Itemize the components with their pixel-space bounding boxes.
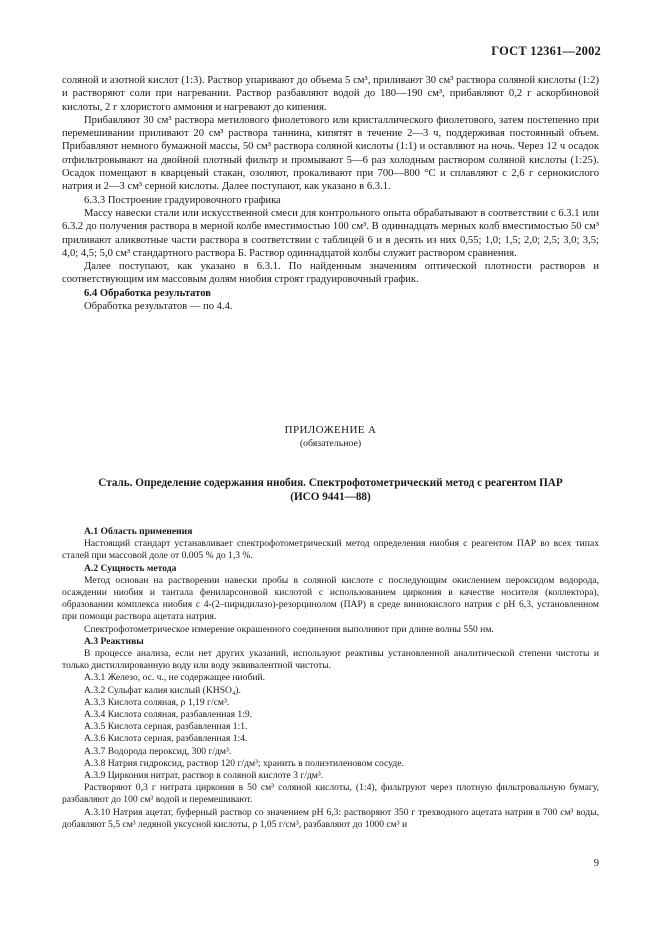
heading-a1: А.1 Область применения: [84, 526, 193, 537]
standard-code-header: ГОСТ 12361—2002: [491, 44, 601, 58]
paragraph: Обработка результатов — по 4.4.: [84, 301, 233, 313]
list-item: А.3.5 Кислота серная, разбавленная 1:1.: [84, 721, 248, 733]
paragraph: В процессе анализа, если нет других указаний, используют реактивы установленной аналитической степени чистоты и только дистиллированную воду или воду эквивалентной чистоты.: [62, 648, 599, 672]
paragraph: А.3.10 Натрия ацетат, буферный раствор со значением рН 6,3: растворяют 350 г трехводного ацетата натрия в 700 см³ воды, добавляют 5,5 см³ ледяной уксусной кислоты, ρ 1,05 г/см³, разбавляют до 1000 см³ и: [62, 806, 599, 830]
appendix-header: [62, 423, 599, 450]
appendix-main-title-line: Сталь. Определение содержания ниобия. Спектрофотометрический метод с реагентом ПАР: [98, 477, 563, 489]
appendix-body: [62, 526, 599, 831]
paragraph: Растворяют 0,3 г нитрата циркония в 50 см³ соляной кислоты, (1:4), фильтруют через плотную фильтровальную бумагу, разбавляют до 100 см³ водой и перемешивают.: [62, 782, 599, 806]
paragraph: Прибавляют 30 см³ раствора метилового фиолетового или кристаллического фиолетового, затем постепенно при перемешивании приливают 20 см³ раствора таннина, кипятят в течение 2—3 ч, поддерживая постоянный объем. Прибавляют немного бумажной массы, 50 см³ раствора соляной кислоты (1:1) и оставляют на ночь. Через 12 ч осадок отфильтровывают на двойной плотный фильтр и промывают 5—6 раз холодным раствором соляной кислоты (1:25). Осадок помещают в кварцевый стакан, озоляют, прокаливают при 700—800 °С и сплавляют с 2,6 г сернокислого натрия и 2—3 см³ серной кислоты. Далее поступают, как указано в 6.3.1.: [62, 114, 599, 193]
list-item: А.3.9 Циркония нитрат, раствор в соляной кислоте 3 г/дм³.: [84, 770, 324, 782]
list-item: А.3.7 Водорода пероксид, 300 г/дм³.: [84, 745, 232, 757]
list-item: А.3.8 Натрия гидроксид, раствор 120 г/дм³; хранить в полиэтиленовом сосуде.: [84, 757, 404, 769]
paragraph: Спектрофотометрическое измерение окрашенного соединения выполняют при длине волны 550 нм.: [84, 623, 494, 635]
appendix-title: ПРИЛОЖЕНИЕ А: [284, 424, 377, 436]
paragraph: соляной и азотной кислот (1:3). Раствор упаривают до объема 5 см³, приливают 30 см³ раствора соляной кислоты (1:2) и растворяют соли при нагревании. Раствор разбавляют водой до 180—190 см³, прибавляют 0,2 г аскорбиновой кислоты, 2 г хлористого аммония и нагревают до кипения.: [62, 75, 599, 113]
appendix-main-title-line: (ИСО 9441—88): [290, 491, 371, 503]
list-item: А.3.4 Кислота соляная, разбавленная 1:9.: [84, 709, 253, 721]
heading-a2: А.2 Сущность метода: [84, 562, 177, 574]
heading-a3: А.3 Реактивы: [84, 635, 144, 647]
list-item: А.3.2 Сульфат калия кислый (KHSO₄).: [84, 684, 241, 696]
paragraph: Метод основан на растворении навески пробы в соляной кислоте с последующим окислением пероксидом водорода, осаждении ниобия и тантала фениларсоновой кислотой с использованием циркония в качестве носителя (коллектора), образовании комплекса ниобия с 4-(2–пиридилазо)-резорцинолом (ПАР) в среде виннокислого натрия с рН 6,3, установленном при помощи раствора ацетата натрия.: [62, 574, 599, 623]
paragraph: Настоящий стандарт устанавливает спектрофотометрический метод определения ниобия с реагентом ПАР во всех типах сталей при массовой доле от 0.005 % до 1,3 %.: [62, 538, 599, 562]
subsection-heading-6-3-3: 6.3.3 Построение градуировочного графика: [84, 194, 281, 206]
paragraph: Массу навески стали или искусственной смеси для контрольного опыта обрабатывают в соответствии с 6.3.1 или 6.3.2 до получения раствора в мерной колбе вместимостью 100 см³. В одиннадцать мерных колб вместимостью 50 см³ приливают аликвотные части раствора в соответствии с таблицей 6 и в десять из них 0,55; 1,0; 1,5; 2,0; 2,5; 3,0; 3,5; 4,0; 4,5; 5,0 см³ стандартного раствора Б. Раствор одиннадцатой колбы служит раствором сравнения.: [62, 207, 599, 259]
page-number: 9: [593, 858, 599, 869]
list-item: А.3.3 Кислота соляная, ρ 1,19 г/см³.: [84, 696, 230, 708]
list-item: А.3.6 Кислота серная, разбавленная 1:4.: [84, 733, 248, 745]
appendix-subtitle: (обязательное): [299, 438, 362, 449]
list-item: А.3.1 Железо, ос. ч., не содержащее ниобий.: [84, 672, 265, 684]
section-6-continuation: [62, 74, 599, 313]
appendix-main-title: [62, 476, 599, 504]
paragraph: Далее поступают, как указано в 6.3.1. По найденным значениям оптической плотности растворов и соответствующим им массовым долям ниобия строят градуировочный график.: [62, 261, 599, 286]
section-heading-6-4: 6.4 Обработка результатов: [84, 287, 211, 299]
